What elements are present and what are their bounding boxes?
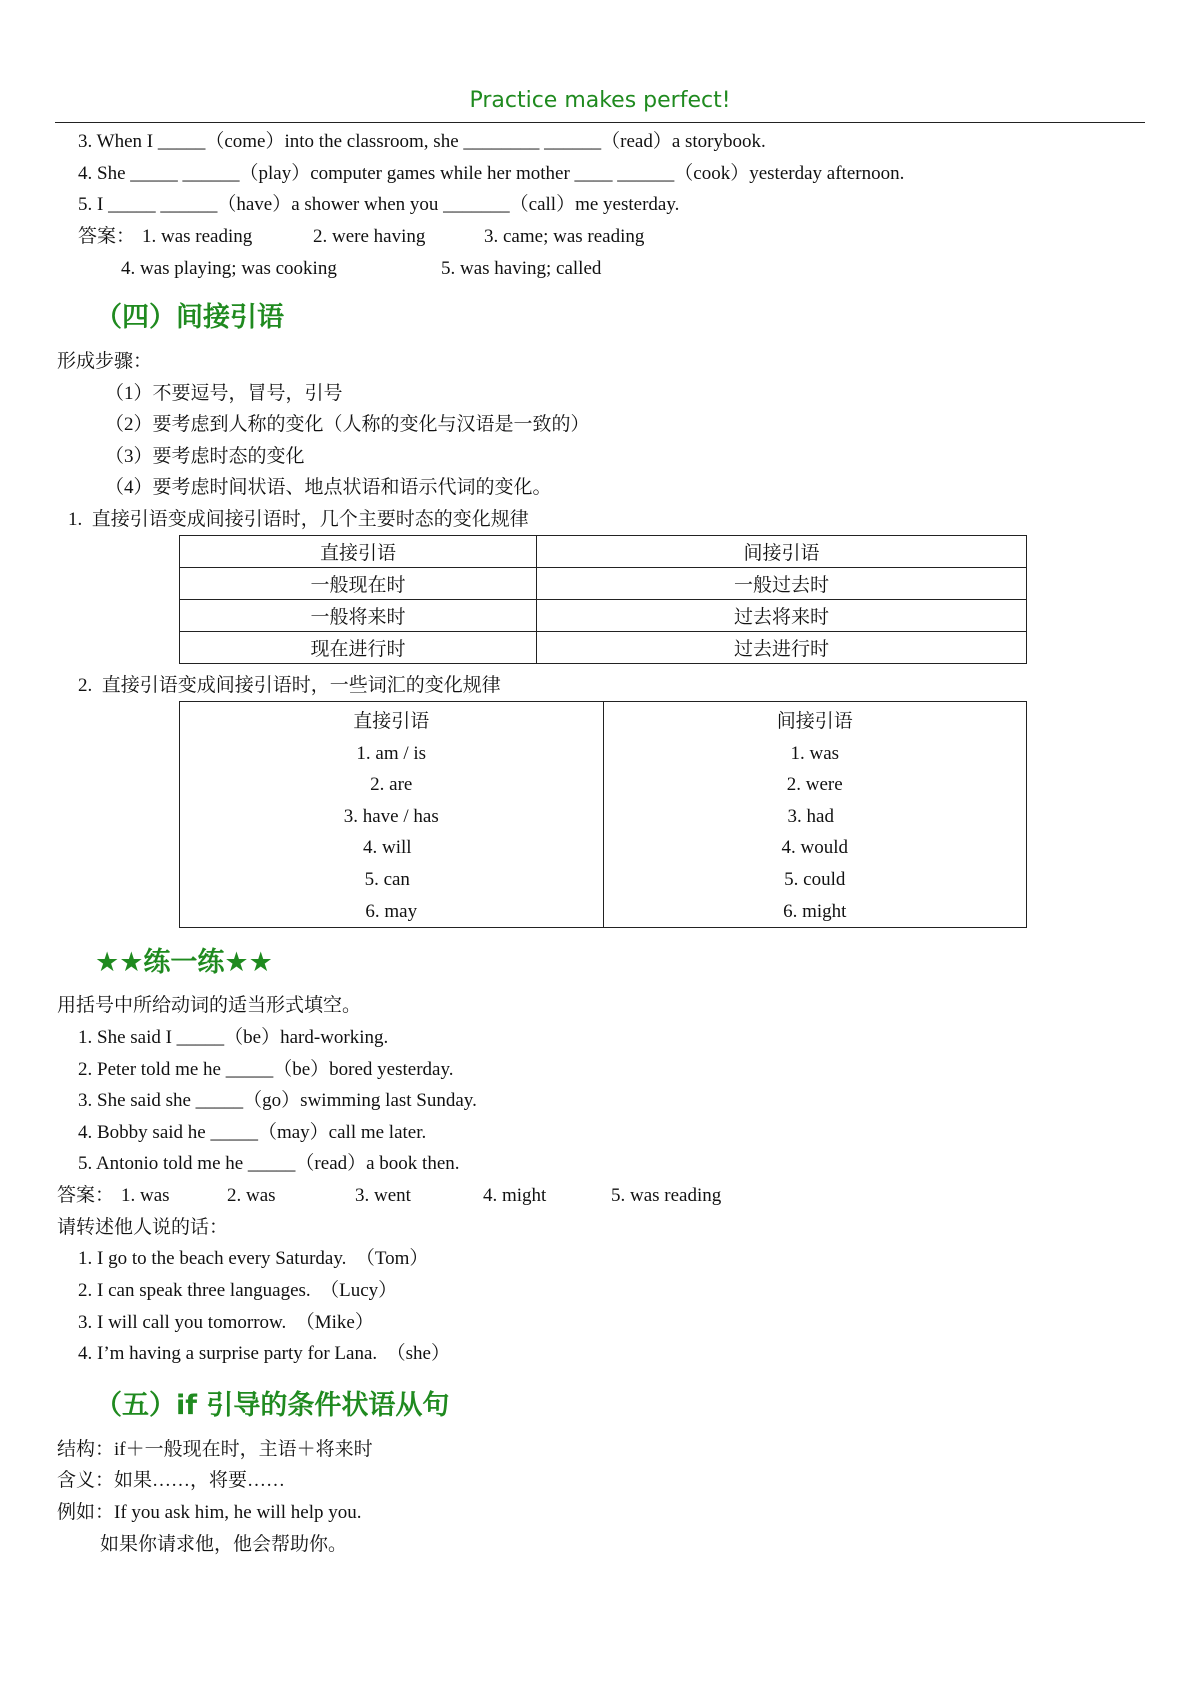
table-row bbox=[180, 632, 1027, 664]
table-header-cell: 间接引语 bbox=[537, 536, 1027, 568]
table-header-row bbox=[180, 536, 1027, 568]
answers-label: 答案： bbox=[57, 1185, 115, 1206]
answer: 5. was having; called bbox=[441, 258, 602, 279]
practice-item: 2. Peter told me he _____（be）bored yesterday. bbox=[78, 1059, 454, 1080]
practice-item: 4. Bobby said he _____（may）call me later. bbox=[78, 1122, 427, 1143]
answer: 2. was bbox=[227, 1185, 276, 1206]
table-header-cell: 间接引语 bbox=[776, 711, 853, 732]
table-cell: 过去将来时 bbox=[537, 600, 1027, 632]
table-header-cell: 直接引语 bbox=[180, 536, 537, 568]
table-cell: 5. can bbox=[364, 868, 410, 890]
step-item: （2）要考虑到人称的变化（人称的变化与汉语是一致的） bbox=[105, 414, 590, 435]
answer: 1. was bbox=[121, 1185, 170, 1206]
table-cell: 过去进行时 bbox=[537, 632, 1027, 664]
table-cell: 3. have / has bbox=[343, 805, 439, 827]
tense-change-table bbox=[179, 535, 1027, 664]
answer: 3. went bbox=[355, 1185, 411, 1206]
step-item: （4）要考虑时间状语、地点状语和语示代词的变化。 bbox=[105, 477, 552, 498]
step-item: （1）不要逗号，冒号，引号 bbox=[105, 383, 343, 404]
table-cell: 一般现在时 bbox=[180, 568, 537, 600]
header-divider bbox=[55, 122, 1145, 123]
exercise-item: 5. I _____ ______（have）a shower when you _______（call）me yesterday. bbox=[78, 194, 680, 215]
practice-title: ★★练一练★★ bbox=[95, 947, 273, 978]
structure-line: 结构：if＋一般现在时，主语＋将来时 bbox=[57, 1439, 373, 1460]
table-header-cell: 直接引语 bbox=[353, 711, 430, 732]
retell-item: 1. I go to the beach every Saturday. （Tom） bbox=[78, 1248, 429, 1269]
answer: 1. was reading bbox=[142, 226, 253, 247]
table-cell: 一般将来时 bbox=[180, 600, 537, 632]
practice-instruction: 用括号中所给动词的适当形式填空。 bbox=[57, 995, 362, 1016]
vocabulary-change-table bbox=[179, 701, 1027, 928]
table-cell: 6. may bbox=[365, 900, 418, 922]
table-cell: 现在进行时 bbox=[180, 632, 537, 664]
answer: 4. was playing; was cooking bbox=[121, 258, 337, 279]
table-cell: 1. was bbox=[790, 742, 840, 764]
answer: 5. was reading bbox=[611, 1185, 722, 1206]
retell-item: 4. I’m having a surprise party for Lana. （she） bbox=[78, 1343, 450, 1364]
section-title: （五）if 引导的条件状语从句 bbox=[95, 1390, 450, 1421]
practice-item: 1. She said I _____（be）hard-working. bbox=[78, 1027, 389, 1048]
table-row bbox=[180, 568, 1027, 600]
example-line: 例如：If you ask him, he will help you. bbox=[57, 1502, 362, 1523]
table-cell: 6. might bbox=[783, 900, 847, 922]
table-cell: 2. were bbox=[786, 774, 843, 796]
table-cell: 4. would bbox=[781, 837, 848, 859]
rule-title: 2. 直接引语变成间接引语时，一些词汇的变化规律 bbox=[78, 675, 501, 696]
table-cell: 3. had bbox=[787, 805, 834, 827]
table-cell: 5. could bbox=[784, 868, 846, 890]
answer: 3. came; was reading bbox=[484, 226, 645, 247]
retell-item: 2. I can speak three languages. （Lucy） bbox=[78, 1280, 398, 1301]
exercise-item: 4. She _____ ______（play）computer games while her mother ____ ______（cook）yesterday afternoon. bbox=[78, 163, 905, 184]
meaning-line: 含义：如果……，将要…… bbox=[57, 1470, 286, 1491]
step-item: （3）要考虑时态的变化 bbox=[105, 446, 305, 467]
exercise-item: 3. When I _____（come）into the classroom, she ________ ______（read）a storybook. bbox=[78, 131, 766, 152]
rule-title: 1. 直接引语变成间接引语时，几个主要时态的变化规律 bbox=[68, 509, 529, 530]
retell-instruction: 请转述他人说的话： bbox=[57, 1217, 229, 1238]
table-column-indirect bbox=[603, 702, 1027, 928]
practice-item: 3. She said she _____（go）swimming last Sunday. bbox=[78, 1090, 477, 1111]
answer: 4. might bbox=[483, 1185, 547, 1206]
table-cell: 4. will bbox=[362, 837, 412, 859]
table-cell: 一般过去时 bbox=[537, 568, 1027, 600]
table-row bbox=[180, 600, 1027, 632]
answers-label: 答案： bbox=[78, 226, 136, 247]
example-translation: 如果你请求他，他会帮助你。 bbox=[100, 1534, 348, 1555]
answer: 2. were having bbox=[313, 226, 426, 247]
table-cell: 2. are bbox=[370, 774, 413, 796]
retell-item: 3. I will call you tomorrow. （Mike） bbox=[78, 1312, 374, 1333]
table-column-direct bbox=[180, 702, 604, 928]
table-row bbox=[180, 702, 1027, 928]
page-header-title: Practice makes perfect! bbox=[469, 88, 731, 113]
steps-label: 形成步骤： bbox=[57, 351, 153, 372]
practice-item: 5. Antonio told me he _____（read）a book then. bbox=[78, 1153, 460, 1174]
table-cell: 1. am / is bbox=[356, 742, 427, 764]
section-title: （四）间接引语 bbox=[95, 302, 284, 333]
